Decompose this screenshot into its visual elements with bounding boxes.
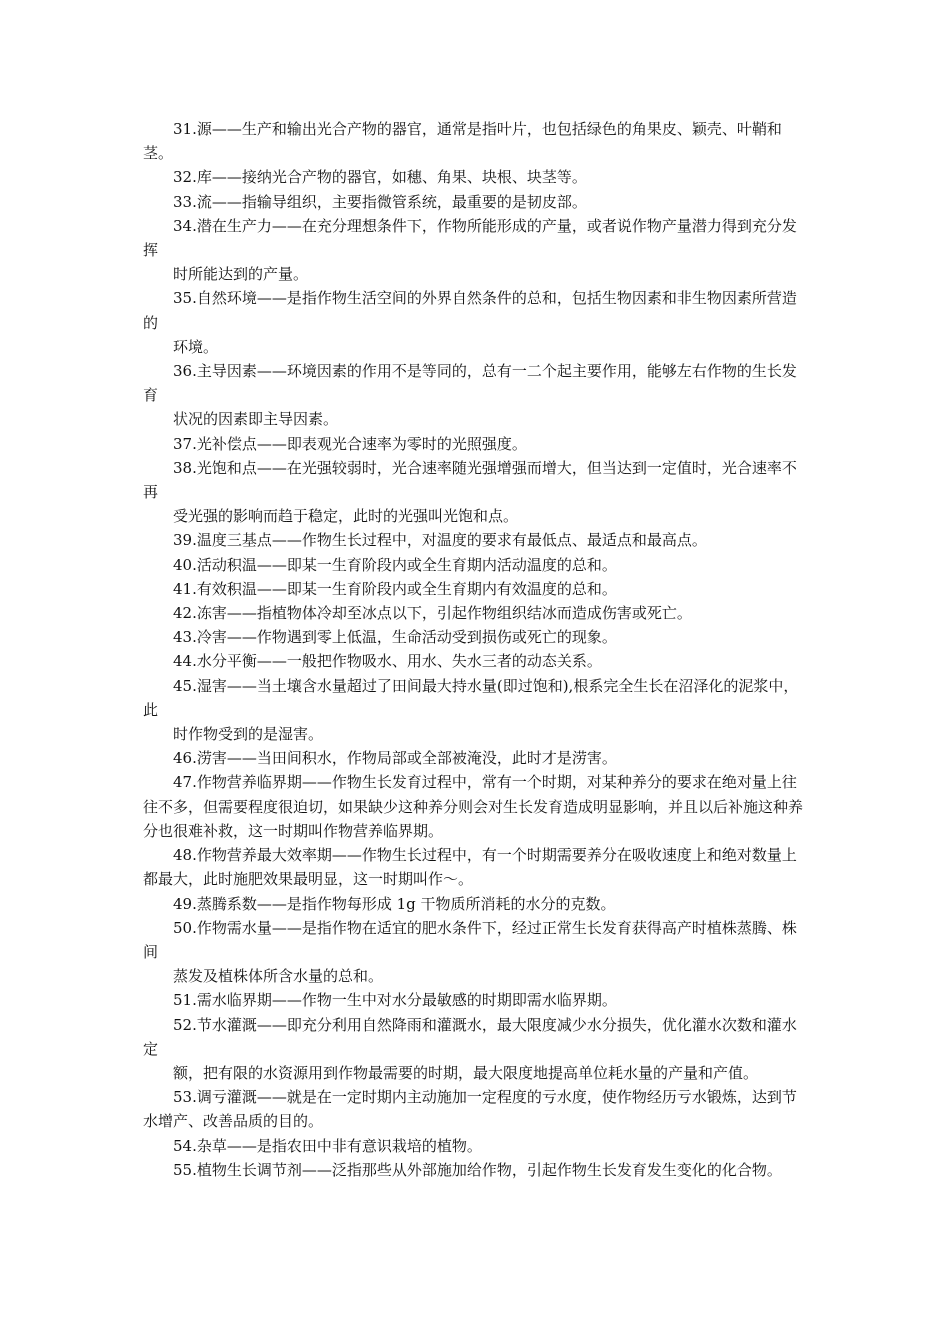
- glossary-text: [143, 117, 811, 1182]
- entry-45: 45.湿害——当土壤含水量超过了田间最大持水量(即过饱和),根系完全生长在沼泽化的泥浆中，此: [143, 676, 799, 719]
- entry-52-continued: 额，把有限的水资源用到作物最需要的时期，最大限度地提高单位耗水量的产量和产值。: [173, 1063, 759, 1082]
- entry-38: 38.光饱和点——在光强较弱时，光合速率随光强增强而增大，但当达到一定值时，光合速率不再: [143, 458, 797, 502]
- entry-43: 43.冷害——作物遇到零上低温，生命活动受到损伤或死亡的现象。: [173, 628, 617, 647]
- entry-50-continued: 蒸发及植株体所含水量的总和。: [173, 967, 384, 986]
- entry-47: 47.作物营养临界期——作物生长发育过程中，常有一个时期，对某种养分的要求在绝对量上往往不多，但需要程度很迫切，如果缺少这种养分则会对生长发育造成明显影响，并且以后补施这种养分也很难补救，这一时期叫作物营养临界期。: [143, 773, 804, 840]
- entry-38-continued: 受光强的影响而趋于稳定，此时的光强叫光饱和点。: [173, 507, 519, 526]
- entry-44: 44.水分平衡——一般把作物吸水、用水、失水三者的动态关系。: [173, 652, 602, 671]
- entry-32: 32.库——接纳光合产物的器官，如穗、角果、块根、块茎等。: [173, 168, 587, 187]
- entry-37: 37.光补偿点——即表观光合速率为零时的光照强度。: [173, 434, 527, 453]
- entry-34: 34.潜在生产力——在充分理想条件下，作物所能形成的产量，或者说作物产量潜力得到充分发挥: [143, 216, 797, 260]
- entry-54: 54.杂草——是指农田中非有意识栽培的植物。: [173, 1136, 482, 1155]
- entry-49: 49.蒸腾系数——是指作物每形成 1g 干物质所消耗的水分的克数。: [173, 894, 616, 913]
- entry-53: 53.调亏灌溉——就是在一定时期内主动施加一定程度的亏水度，使作物经历亏水锻炼，达到节水增产、改善品质的目的。: [143, 1088, 797, 1131]
- entry-40: 40.活动积温——即某一生育阶段内或全生育期内活动温度的总和。: [173, 555, 617, 574]
- entry-41: 41.有效积温——即某一生育阶段内或全生育期内有效温度的总和。: [173, 579, 617, 598]
- entry-35-continued: 环境。: [173, 337, 219, 356]
- entry-46: 46.涝害——当田间积水，作物局部或全部被淹没，此时才是涝害。: [173, 749, 617, 768]
- entry-50: 50.作物需水量——是指作物在适宜的肥水条件下，经过正常生长发育获得高产时植株蒸腾、株间: [143, 918, 797, 961]
- entry-36: 36.主导因素——环境因素的作用不是等同的，总有一二个起主要作用，能够左右作物的生长发育: [143, 362, 797, 405]
- entry-36-continued: 状况的因素即主导因素。: [173, 410, 339, 429]
- entry-52: 52.节水灌溉——即充分利用自然降雨和灌溉水，最大限度减少水分损失，优化灌水次数和灌水定: [143, 1015, 797, 1058]
- entry-34-continued: 时所能达到的产量。: [173, 265, 309, 284]
- entry-45-continued: 时作物受到的是湿害。: [173, 725, 324, 744]
- entry-35: 35.自然环境——是指作物生活空间的外界自然条件的总和，包括生物因素和非生物因素所营造的: [143, 289, 797, 332]
- entry-51: 51.需水临界期——作物一生中对水分最敏感的时期即需水临界期。: [173, 991, 617, 1010]
- entry-55: 55.植物生长调节剂——泛指那些从外部施加给作物，引起作物生长发育发生变化的化合物。: [173, 1160, 782, 1179]
- entry-31: 31.源——生产和输出光合产物的器官，通常是指叶片，也包括绿色的角果皮、颖壳、叶鞘和茎。: [143, 120, 782, 163]
- entry-42: 42.冻害——指植物体冷却至冰点以下，引起作物组织结冰而造成伤害或死亡。: [173, 604, 692, 623]
- entry-33: 33.流——指输导组织，主要指微管系统，最重要的是韧皮部。: [173, 192, 587, 211]
- entry-48: 48.作物营养最大效率期——作物生长过程中，有一个时期需要养分在吸收速度上和绝对数量上都最大，此时施肥效果最明显，这一时期叫作～。: [143, 846, 797, 889]
- entry-39: 39.温度三基点——作物生长过程中，对温度的要求有最低点、最适点和最高点。: [173, 531, 707, 550]
